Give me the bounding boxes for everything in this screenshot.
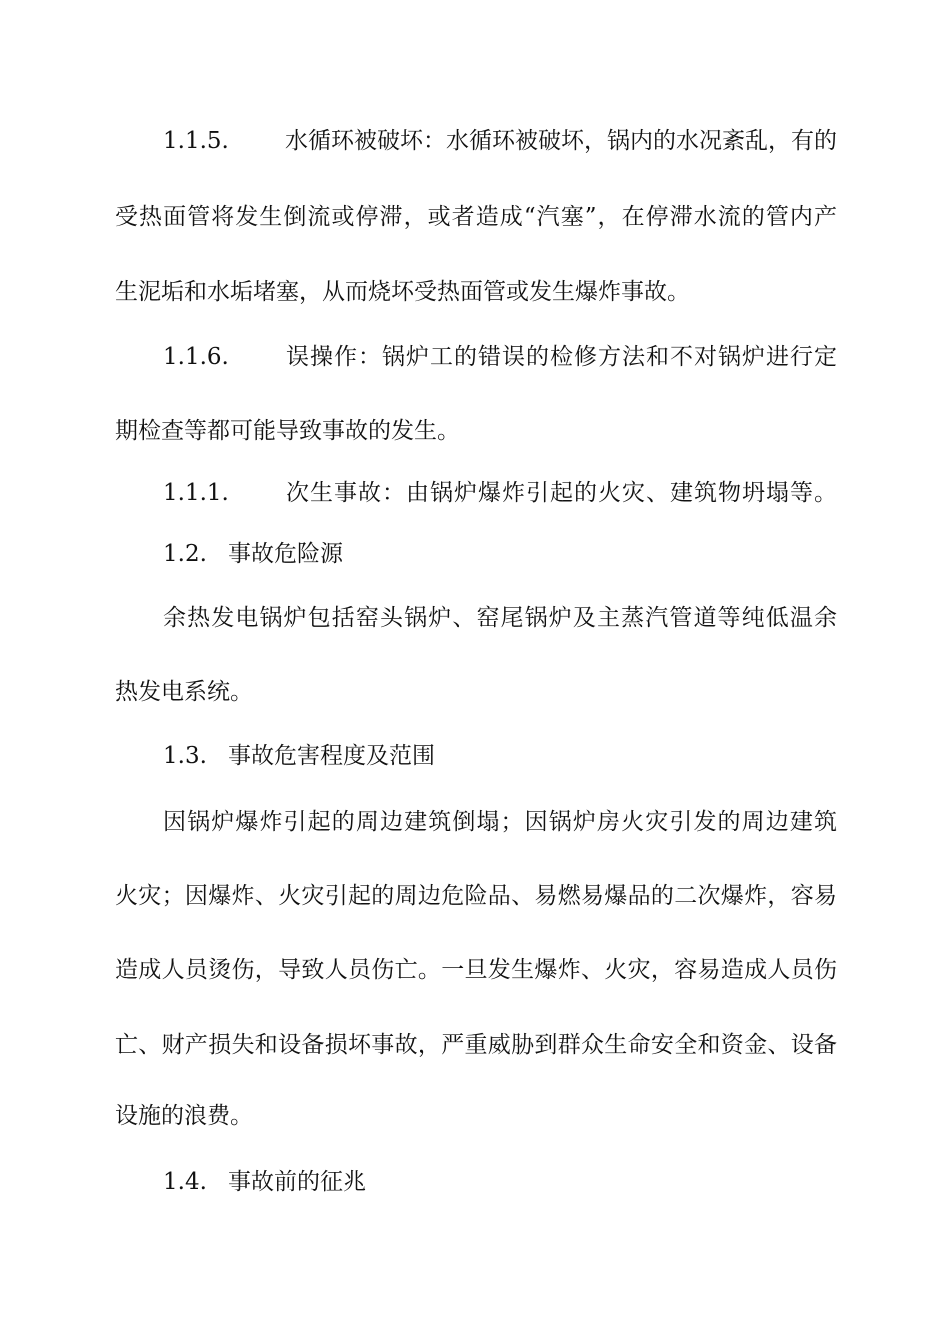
section-title: 事故前的征兆 <box>228 1169 366 1195</box>
section-number: 1.1.6. <box>163 344 229 370</box>
paragraph-line: 受热面管将发生倒流或停滞，或者造成“汽塞”，在停滞水流的管内产 <box>115 204 837 230</box>
paragraph-line: 造成人员烫伤，导致人员伤亡。一旦发生爆炸、火灾，容易造成人员伤 <box>115 957 837 983</box>
section-number: 1.1.5. <box>163 128 229 154</box>
paragraph-line: 因锅炉爆炸引起的周边建筑倒塌；因锅炉房火灾引发的周边建筑 <box>163 809 837 835</box>
section-number: 1.3. <box>163 743 207 769</box>
paragraph-line: 火灾；因爆炸、火灾引起的周边危险品、易燃易爆品的二次爆炸，容易 <box>115 883 837 909</box>
heading-1-1-5 <box>163 126 837 156</box>
paragraph-line: 亡、财产损失和设备损坏事故，严重威胁到群众生命安全和资金、设备 <box>115 1032 837 1058</box>
section-number: 1.2. <box>163 541 207 567</box>
paragraph-line: 热发电系统。 <box>115 679 253 705</box>
heading-1-3 <box>163 741 837 771</box>
paragraph-line: 次生事故：由锅炉爆炸引起的火灾、建筑物坍塌等。 <box>285 480 837 506</box>
paragraph-line: 水循环被破坏：水循环被破坏，锅内的水况紊乱，有的 <box>285 128 837 154</box>
heading-1-2 <box>163 539 837 569</box>
section-number: 1.4. <box>163 1169 207 1195</box>
heading-1-4 <box>163 1167 837 1197</box>
paragraph-line: 设施的浪费。 <box>115 1103 253 1129</box>
paragraph-line: 误操作：锅炉工的错误的检修方法和不对锅炉进行定 <box>285 344 837 370</box>
heading-1-1-6 <box>163 342 837 372</box>
paragraph-line: 余热发电锅炉包括窑头锅炉、窑尾锅炉及主蒸汽管道等纯低温余 <box>163 605 837 631</box>
heading-1-1-1 <box>163 478 837 508</box>
section-number: 1.1.1. <box>163 480 229 506</box>
paragraph-line: 生泥垢和水垢堵塞，从而烧坏受热面管或发生爆炸事故。 <box>115 279 690 305</box>
section-title: 事故危害程度及范围 <box>228 743 435 769</box>
section-title: 事故危险源 <box>228 541 343 567</box>
paragraph-line: 期检查等都可能导致事故的发生。 <box>115 418 460 444</box>
